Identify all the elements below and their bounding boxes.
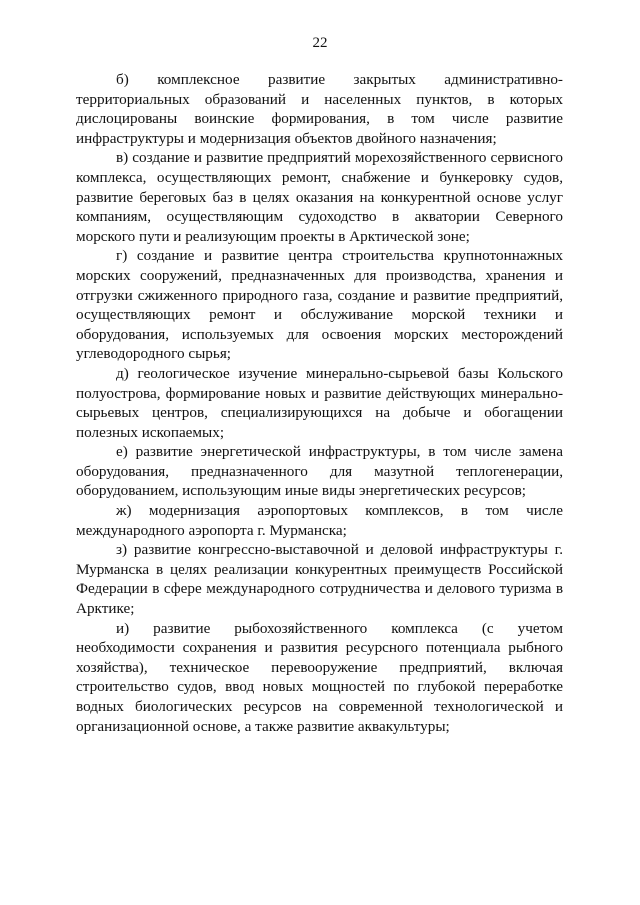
paragraph-e: е) развитие энергетической инфраструктуры, в том числе замена оборудования, предназначенного для мазутной теплогенерации, оборудованием, использующим иные виды энергетических ресурсов; — [76, 443, 563, 500]
paragraph-i: и) развитие рыбохозяйственного комплекса (с учетом необходимости сохранения и развития ресурсного потенциала рыбного хозяйства), техническое перевооружение предприятий, включая строительство судов, ввод новых мощностей по глубокой переработке водных биологических ресурсов на современной технологической и организационной основе, а также развитие аквакультуры; — [76, 619, 563, 735]
paragraph-v: в) создание и развитие предприятий морехозяйственного сервисного комплекса, осуществляющих ремонт, снабжение и бункеровку судов, развитие береговых баз в целях оказания на конкурентной основе услуг компаниям, осуществляющим судоходство в акватории Северного морского пути и реализующим проекты в Арктической зоне; — [76, 149, 563, 245]
document-body — [76, 70, 563, 736]
paragraph-g: г) создание и развитие центра строительства крупнотоннажных морских сооружений, предназначенных для производства, хранения и отгрузки сжиженного природного газа, создание и развитие предприятий, осуществляющих ремонт и обслуживание морской техники и оборудования, используемых для освоения морских месторождений углеводородного сырья; — [76, 247, 563, 363]
page-number: 22 — [312, 35, 328, 51]
paragraph-z: з) развитие конгрессно-выставочной и деловой инфраструктуры г. Мурманска в целях реализации конкурентных преимуществ Российской Федерации в сфере международного сотрудничества и делового туризма в Арктике; — [76, 541, 563, 618]
paragraph-zh: ж) модернизация аэропортовых комплексов, в том числе международного аэропорта г. Мурманска; — [76, 502, 563, 539]
paragraph-d: д) геологическое изучение минерально-сырьевой базы Кольского полуострова, формирование новых и развитие действующих минерально-сырьевых центров, специализирующихся на добыче и обогащении полезных ископаемых; — [76, 364, 563, 441]
paragraph-b: б) комплексное развитие закрытых административно-территориальных образований и населенных пунктов, в которых дислоцированы воинские формирования, в том числе развитие инфраструктуры и модернизация объектов двойного назначения; — [76, 71, 563, 147]
